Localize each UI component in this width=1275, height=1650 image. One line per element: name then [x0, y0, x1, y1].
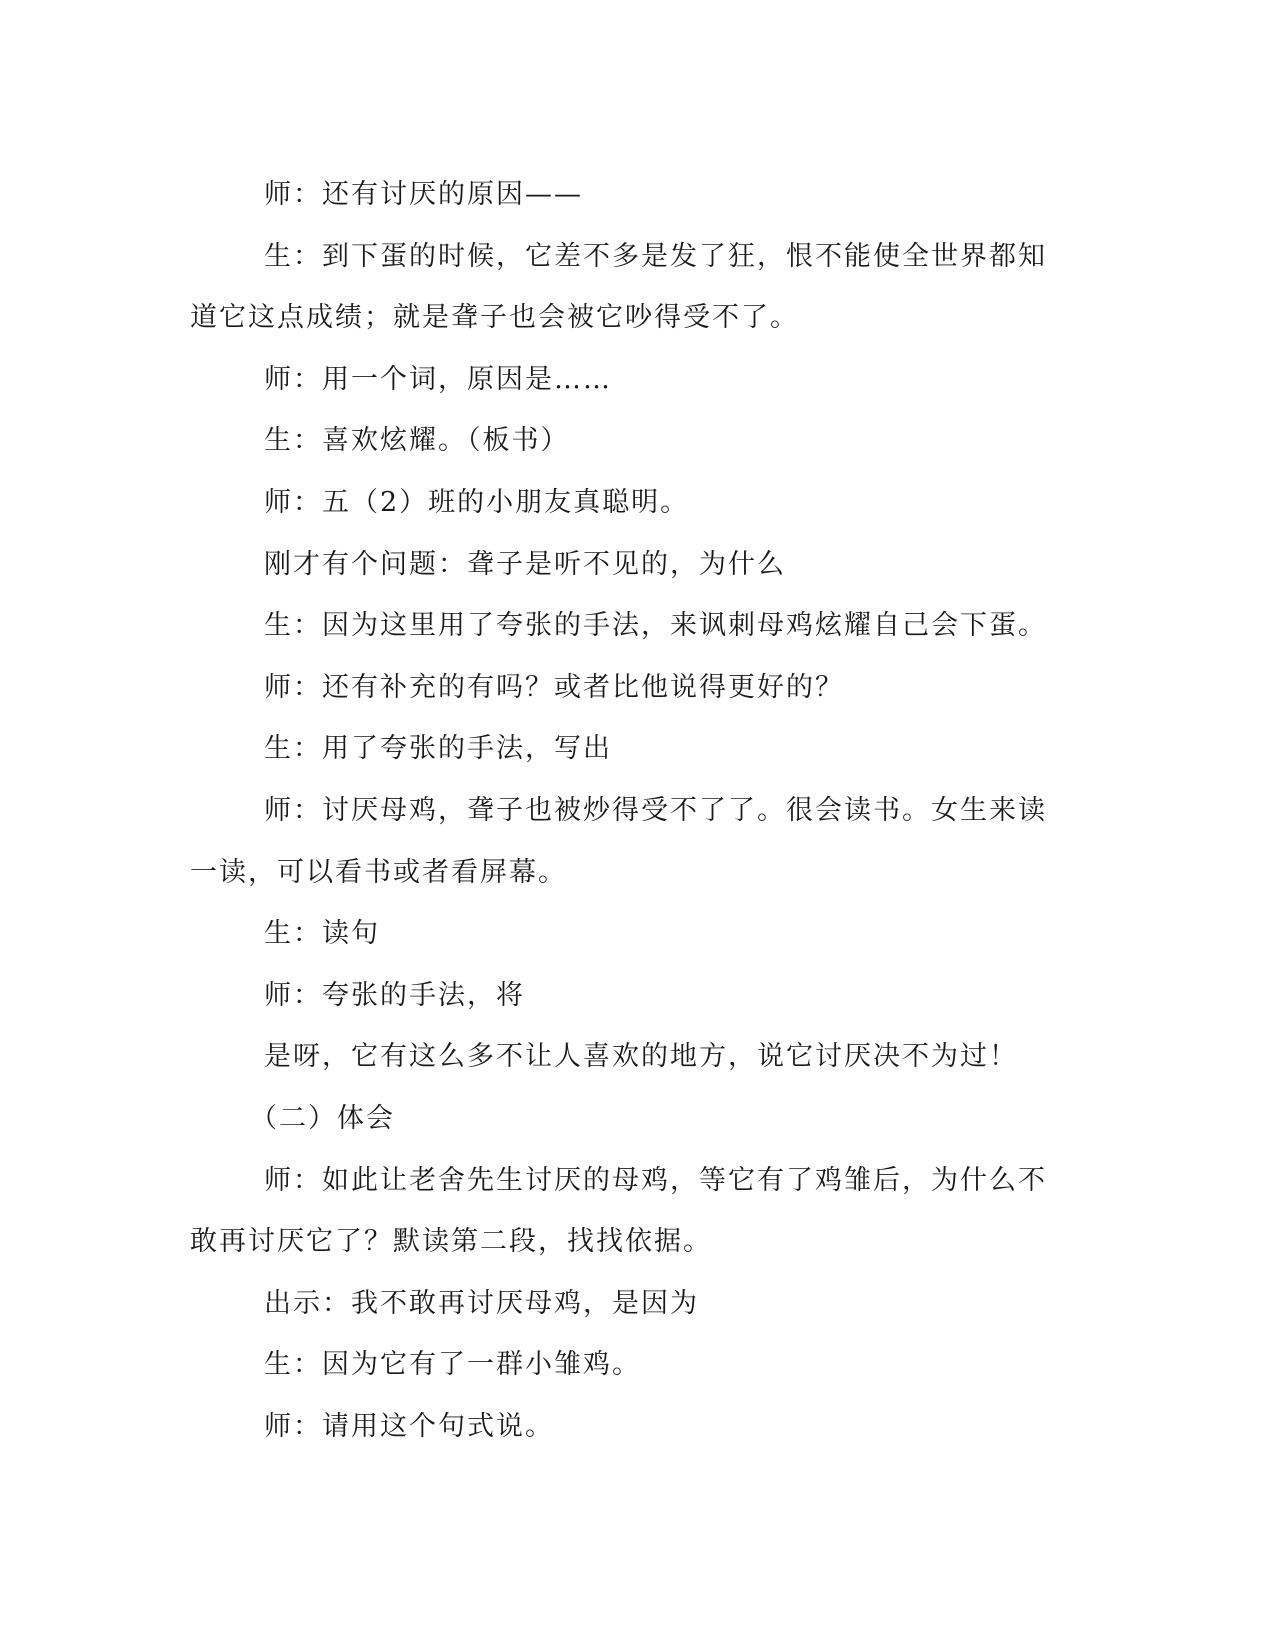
paragraph: 师：还有补充的有吗？或者比他说得更好的？ — [264, 671, 844, 703]
paragraph: 是呀，它有这么多不让人喜欢的地方，说它讨厌决不为过！ — [264, 1041, 1018, 1073]
paragraph: 生：因为它有了一群小雏鸡。 — [264, 1349, 641, 1381]
document-body — [190, 164, 1070, 1457]
paragraph: 生：用了夸张的手法，写出 — [264, 733, 612, 765]
paragraph: 师：还有讨厌的原因—— — [264, 179, 583, 210]
paragraph: 出示：我不敢再讨厌母鸡，是因为 — [264, 1287, 699, 1319]
paragraph: 生：因为这里用了夸张的手法，来讽刺母鸡炫耀自己会下蛋。 — [264, 610, 1047, 642]
paragraph: 刚才有个问题：聋子是听不见的，为什么 — [264, 548, 786, 580]
paragraph: 生：喜欢炫耀。（板书） — [264, 425, 570, 457]
paragraph: 师：五（2）班的小朋友真聪明。 — [264, 486, 690, 518]
paragraph: 师：请用这个句式说。 — [264, 1410, 554, 1442]
paragraph: 师：夸张的手法，将 — [264, 979, 525, 1011]
paragraph: 师：讨厌母鸡，聋子也被炒得受不了了。很会读书。女生来读一读，可以看书或者看屏幕。 — [190, 794, 1047, 888]
paragraph: 生：读句 — [264, 918, 380, 950]
paragraph: 生：到下蛋的时候，它差不多是发了狂，恨不能使全世界都知道它这点成绩；就是聋子也会被它吵得受不了。 — [190, 240, 1047, 334]
paragraph: 师：用一个词，原因是…… — [264, 363, 612, 395]
paragraph: 师：如此让老舍先生讨厌的母鸡，等它有了鸡雏后，为什么不敢再讨厌它了？默读第二段，找找依据。 — [190, 1164, 1047, 1258]
section-heading: （二）体会 — [250, 1102, 395, 1134]
